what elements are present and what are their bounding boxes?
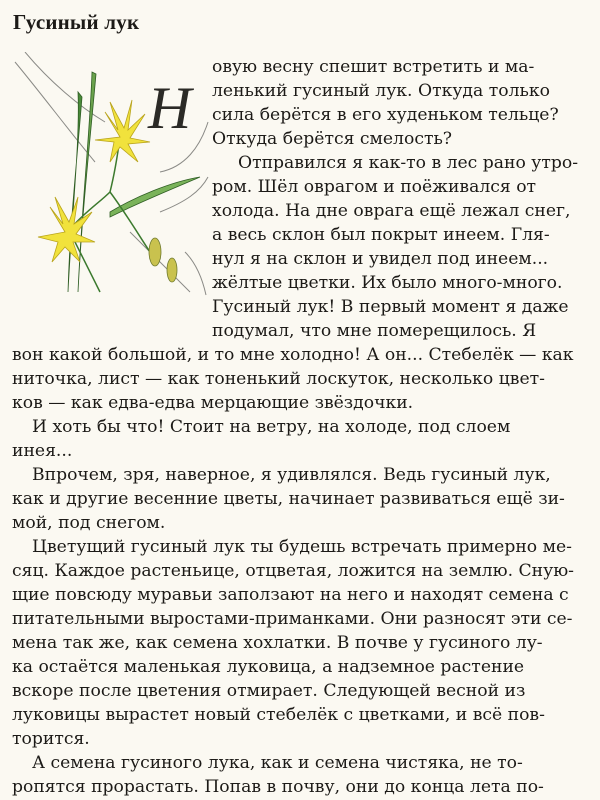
paragraph-line: торится. (12, 729, 90, 749)
paragraph-line: инея... (12, 441, 73, 461)
paragraph-line: луковицы вырастет новый стебелёк с цветками, и всё пов- (12, 705, 545, 725)
paragraph-line: сяц. Каждое растеньице, отцветая, ложится на землю. Сную- (12, 561, 574, 581)
paragraph-line: холода. На дне оврага ещё лежал снег, (212, 201, 571, 221)
paragraph-line: Впрочем, зря, наверное, я удивлялся. Ведь гусиный лук, (32, 465, 551, 485)
paragraph-line: щие повсюду муравьи заползают на него и находят семена с (12, 585, 569, 605)
paragraph-line: ленький гусиный лук. Откуда только (212, 81, 550, 101)
paragraph-line: сила берётся в его худеньком тельце? (212, 105, 559, 125)
page-title: Гусиный лук (13, 10, 140, 34)
paragraph-line: ков — как едва-едва мерцающие звёздочки. (12, 393, 414, 413)
paragraph-line: жёлтые цветки. Их было много-много. (212, 273, 563, 293)
paragraph-line: И хоть бы что! Стоит на ветру, на холоде, под слоем (32, 417, 511, 437)
paragraph-line: Гусиный лук! В первый момент я даже (212, 297, 569, 317)
paragraph-line: ка остаётся маленькая луковица, а надземное растение (12, 657, 525, 677)
paragraph-line: питательными выростами-приманками. Они разносят эти се- (12, 609, 573, 629)
paragraph-line: Цветущий гусиный лук ты будешь встречать примерно ме- (32, 537, 572, 557)
paragraph-line: ниточка, лист — как тоненький лоскуток, несколько цвет- (12, 369, 545, 389)
paragraph-line: ром. Шёл оврагом и поёживался от (212, 177, 537, 197)
paragraph-line: овую весну спешит встретить и ма- (212, 57, 535, 77)
paragraph-line: нул я на склон и увидел под инеем... (212, 249, 549, 269)
paragraph-line: ропятся прорастать. Попав в почву, они до конца лета по- (12, 777, 544, 797)
paragraph-line: Отправился я как-то в лес рано утро- (238, 153, 579, 173)
paragraph-line: вскоре после цветения отмирает. Следующей весной из (12, 681, 526, 701)
paragraph-line: вон какой большой, и то мне холодно! А он... Стебелёк — как (12, 345, 574, 365)
drop-cap: Н (148, 75, 192, 141)
paragraph-line: подумал, что мне померещилось. Я (212, 321, 537, 341)
paragraph-line: как и другие весенние цветы, начинает развиваться ещё зи- (12, 489, 565, 509)
paragraph-line: а весь склон был покрыт инеем. Гля- (212, 225, 550, 245)
paragraph-line: мой, под снегом. (12, 513, 166, 533)
paragraph-line: мена так же, как семена хохлатки. В почве у гусиного лу- (12, 633, 543, 653)
paragraph-line: А семена гусиного лука, как и семена чистяка, не то- (32, 753, 523, 773)
paragraph-line: Откуда берётся смелость? (212, 129, 453, 149)
